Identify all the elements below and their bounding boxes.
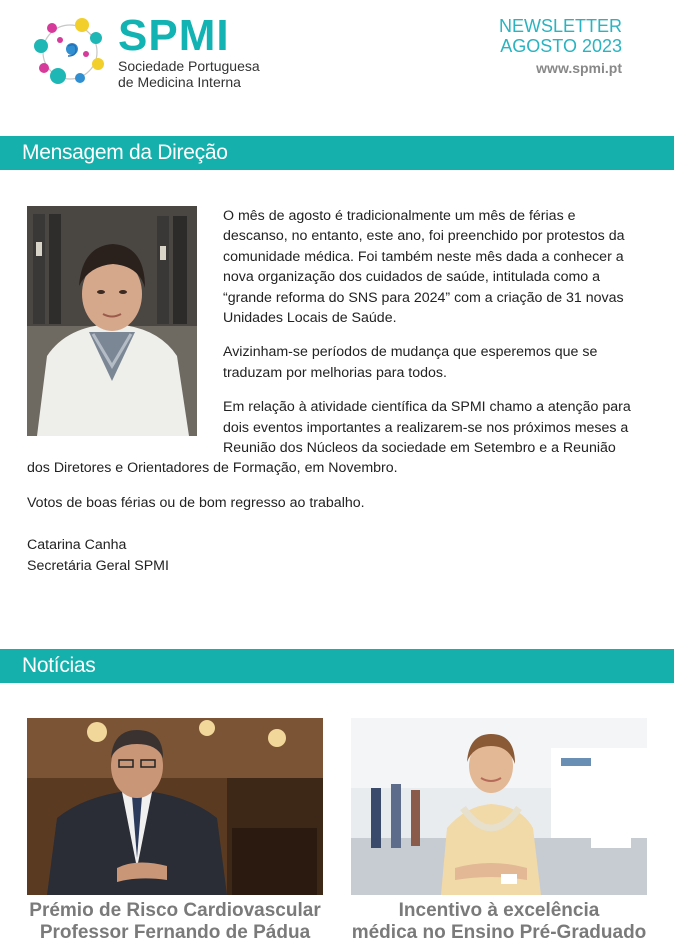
news-title[interactable]: Prémio de Risco Cardiovascular: [29, 900, 321, 921]
signature: [27, 535, 641, 576]
newsletter-header: [0, 0, 674, 110]
news-card[interactable]: [27, 718, 323, 944]
message-paragraph: Em relação à atividade científica da SPMI chamo a atenção para dois eventos importantes a realizarem-se nos próximos meses a Reunião dos Núcleos da sociedade em Setembro e a Reunião dos Diretores e Orientadores de Formação, em Novembro.: [27, 399, 631, 477]
message-paragraph: Votos de boas férias ou de bom regresso ao trabalho.: [27, 494, 365, 511]
author-photo: [27, 206, 197, 436]
newsletter-issue: AGOSTO 2023: [500, 36, 622, 56]
news-subtitle[interactable]: médica no Ensino Pré-Graduado: [351, 922, 647, 943]
website-link[interactable]: www.spmi.pt: [536, 60, 622, 76]
brand-block: [118, 11, 260, 90]
section-bar-noticias: [0, 649, 674, 683]
message-paragraph: Avizinham-se períodos de mudança que esperemos que se traduzam por melhorias para todos.: [223, 344, 598, 381]
brand-subtitle-2: de Medicina Interna: [118, 74, 241, 90]
message-paragraph: O mês de agosto é tradicionalmente um mês de férias e descanso, no entanto, este ano, foi preenchido por protestos da comunidade médica. Foi também neste mês dada a conhecer a nova organização dos cuidados de saúde, intitulada como a “grande reforma do SNS para 2024” com a criação de 31 novas Unidades Locais de Saúde.: [223, 208, 625, 327]
newsletter-label: NEWSLETTER: [498, 16, 622, 36]
signature-name: Catarina Canha: [27, 537, 127, 554]
section-title-direcao: Mensagem da Direção: [22, 141, 228, 164]
signature-role: Secretária Geral SPMI: [27, 557, 169, 574]
newsletter-info: [499, 16, 622, 76]
direction-message: [27, 206, 641, 576]
news-title[interactable]: Incentivo à excelência: [398, 900, 600, 921]
brand-title: SPMI: [118, 11, 230, 60]
spmi-logo-icon[interactable]: [30, 16, 110, 86]
news-card[interactable]: [351, 718, 647, 944]
news-image[interactable]: [27, 718, 323, 895]
brand-subtitle-1: Sociedade Portuguesa: [118, 58, 260, 74]
news-image[interactable]: [351, 718, 647, 895]
section-title-noticias: Notícias: [22, 654, 96, 677]
section-bar-direcao: [0, 136, 674, 170]
news-subtitle[interactable]: Professor Fernando de Pádua: [39, 922, 311, 943]
